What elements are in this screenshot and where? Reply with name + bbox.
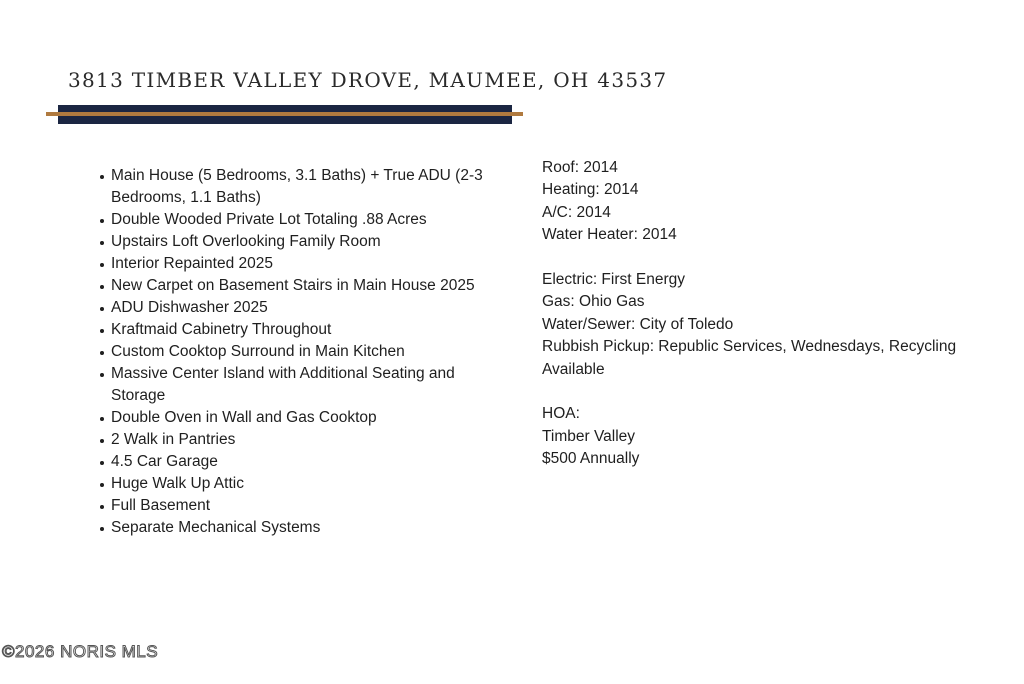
feature-item: Separate Mechanical Systems (111, 517, 511, 539)
feature-item: Interior Repainted 2025 (111, 253, 511, 275)
gas-info: Gas: Ohio Gas (542, 293, 645, 311)
feature-item: Main House (5 Bedrooms, 3.1 Baths) + True ADU (2-3 Bedrooms, 1.1 Baths) (111, 165, 511, 209)
section-spacer (542, 381, 982, 403)
hoa-label: HOA: (542, 405, 580, 423)
electric-info: Electric: First Energy (542, 271, 685, 289)
systems-section (542, 157, 982, 247)
feature-item: Massive Center Island with Additional Seating and Storage (111, 363, 511, 407)
feature-item: 4.5 Car Garage (111, 451, 511, 473)
copyright-watermark: ©2026 NORIS MLS (2, 642, 159, 661)
feature-item: Upstairs Loft Overlooking Family Room (111, 231, 511, 253)
feature-item: Custom Cooktop Surround in Main Kitchen (111, 341, 511, 363)
feature-item: Full Basement (111, 495, 511, 517)
roof-info: Roof: 2014 (542, 159, 618, 176)
hoa-fee: $500 Annually (542, 450, 640, 468)
section-spacer (542, 247, 982, 269)
page-title: 3813 TIMBER VALLEY DROVE, MAUMEE, OH 43537 (68, 68, 668, 92)
feature-item: Kraftmaid Cabinetry Throughout (111, 319, 511, 341)
hoa-section (542, 403, 982, 470)
hoa-name: Timber Valley (542, 427, 636, 445)
title-underline-gold (46, 112, 523, 116)
utilities-section (542, 269, 982, 381)
water-sewer-info: Water/Sewer: City of Toledo (542, 315, 734, 333)
ac-info: A/C: 2014 (542, 203, 611, 221)
feature-item: Double Wooded Private Lot Totaling .88 Acres (111, 209, 511, 231)
feature-item: New Carpet on Basement Stairs in Main House 2025 (111, 275, 511, 297)
heating-info: Heating: 2014 (542, 181, 639, 199)
rubbish-info: Rubbish Pickup: Republic Services, Wednesdays, Recycling Available (542, 338, 957, 378)
feature-item: 2 Walk in Pantries (111, 429, 511, 451)
water-heater-info: Water Heater: 2014 (542, 226, 677, 244)
feature-item: ADU Dishwasher 2025 (111, 297, 511, 319)
property-info (542, 157, 982, 471)
feature-item: Double Oven in Wall and Gas Cooktop (111, 407, 511, 429)
feature-list (111, 165, 511, 539)
feature-item: Huge Walk Up Attic (111, 473, 511, 495)
